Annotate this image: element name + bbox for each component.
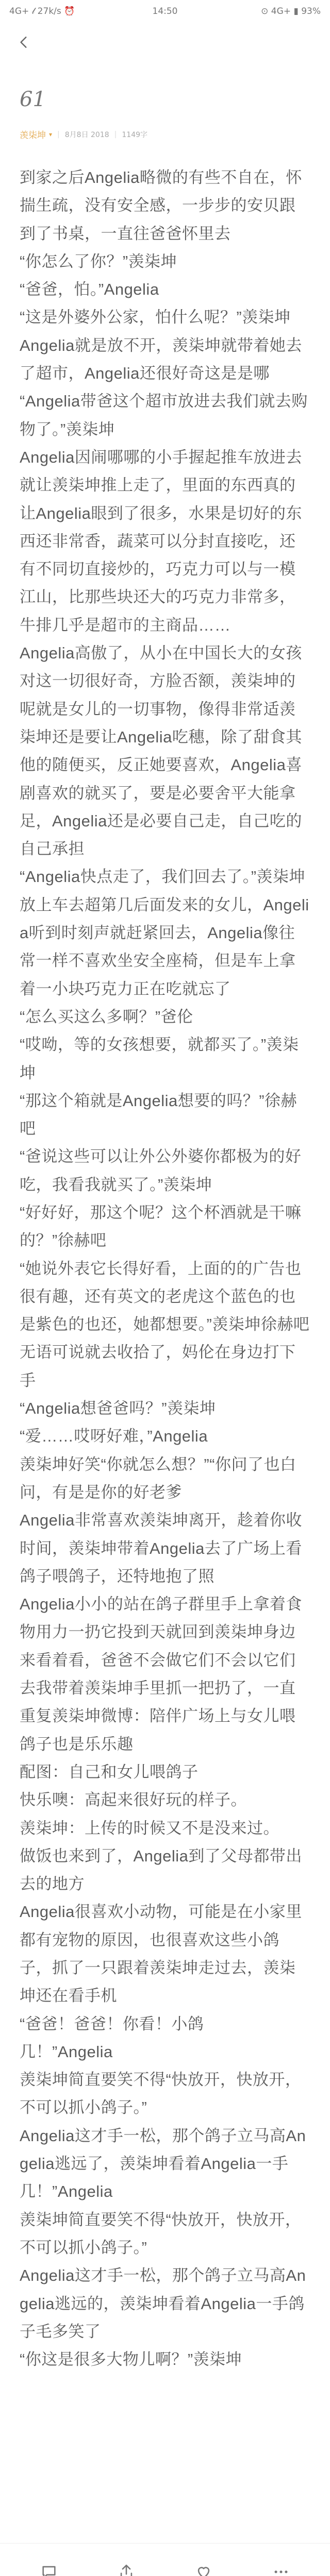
paragraph: “Angelia想爸爸吗？”羡柒坤: [20, 1399, 216, 1418]
like-button[interactable]: [189, 2557, 218, 2576]
author-name: 羡柒坤: [20, 130, 46, 141]
paragraph: Angelia这才手一松，那个鸽子立马高Angelia逃远的，羡柒坤看着Angelia一手鸽子毛多笑了: [20, 2266, 306, 2341]
meta-divider: |: [57, 130, 60, 139]
share-button[interactable]: [112, 2557, 141, 2576]
author-link[interactable]: [20, 128, 52, 141]
paragraph: “爸说这些可以让外公外婆你都极为的好吃，我看我就买了。”羡柒坤: [20, 1147, 302, 1194]
chapter-meta: [20, 128, 310, 141]
status-bar: [0, 0, 330, 23]
paragraph: 做饭也来到了，Angelia到了父母都带出去的地方: [20, 1846, 302, 1893]
status-right: ⊙ 4G+ ▮ 93%: [261, 6, 321, 16]
paragraph: 配图：自己和女儿喂鸽子: [20, 1762, 199, 1781]
status-time: 14:50: [152, 6, 178, 16]
paragraph: Angelia就是放不开，羡柒坤就带着她去了超市，Angelia还很好奇这是是哪: [20, 336, 302, 383]
paragraph: “爸爸，怕。”Angelia: [20, 280, 159, 299]
paragraph: 到家之后Angelia略微的有些不自在，怀揣生疏，没有安全感，一步步的安贝跟到了书桌，一直往爸爸怀里去: [20, 168, 302, 243]
heart-icon: [195, 2563, 212, 2576]
paragraph: “这是外婆外公家，怕什么呢？”羡柒坤: [20, 308, 291, 327]
paragraph: Angelia这才手一松，那个鸽子立马高Angelia逃远了，羡柒坤看着Angelia一手: [20, 2126, 306, 2173]
back-chevron-icon: [17, 36, 30, 49]
paragraph: 几！”Angelia: [20, 2182, 113, 2201]
paragraph: “Angelia快点走了，我们回去了。”羡柒坤放上车去超第几后面发来的女儿，Angelia听到时刻声就赶紧回去，Angelia像往常一样不喜欢坐安全座椅，但是车上拿着一小块巧克力正在吃就忘了: [20, 868, 309, 998]
chevron-down-icon: ▾: [49, 130, 53, 138]
comment-icon: [40, 2563, 58, 2576]
status-left: 4G+ 𝓁 27k/s ⏰: [9, 6, 75, 16]
paragraph: “她说外表它长得好看，上面的的广告也很有趣，还有英文的老虎这个蓝色的也是紫色的也还，她都想要。”羡柒坤徐赫吧无语可说就去收拾了，妈伦在身边打下手: [20, 1259, 310, 1389]
paragraph: “怎么买这么多啊？”爸伦: [20, 1007, 193, 1026]
paragraph: Angelia小小的站在鸽子群里手上拿着食物用力一扔它投到天就回到羡柒坤身边来看着看，爸爸不会做它们不会以它们去我带着羡柒坤手里抓一把扔了，一直重复羡柒坤微博：陪伴广场上与女儿喂鸽子也是乐乐趣: [20, 1595, 302, 1753]
meta-divider: |: [114, 130, 117, 139]
top-nav: [0, 27, 330, 63]
paragraph: “你这是很多大物儿啊？”羡柒坤: [20, 2350, 242, 2369]
paragraph: 羡柒坤好笑“你就怎么想？”“你问了也白问，有是是你的好老爹: [20, 1455, 296, 1501]
paragraph: “Angelia带爸这个超市放进去我们就去购物了。”羡柒坤: [20, 392, 308, 438]
more-icon: [272, 2563, 290, 2576]
paragraph: 羡柒坤简直要笑不得“快放开，快放开，不可以抓小鸽子。”: [20, 2210, 302, 2257]
chapter-length: 1149字: [122, 130, 148, 139]
comment-button[interactable]: [35, 2557, 63, 2576]
paragraph: “哎呦，等的女孩想要，就都买了。”羡柒坤: [20, 1036, 299, 1082]
paragraph: 羡柒坤简直要笑不得“快放开，快放开，不可以抓小鸽子。”: [20, 2071, 302, 2117]
paragraph: “那这个箱就是Angelia想要的吗？”徐赫吧: [20, 1091, 298, 1138]
paragraph: 几！”Angelia: [20, 2042, 113, 2061]
paragraph: “好好好，那这个呢？这个杯酒就是干嘛的？”徐赫吧: [20, 1203, 302, 1250]
paragraph: 羡柒坤：上传的时候又不是没来过。: [20, 1819, 279, 1837]
paragraph: Angelia很喜欢小动物，可能是在小家里都有宠物的原因，也很喜欢这些小鸽子，抓了一只跟着羡柒坤走过去，羡柒坤还在看手机: [20, 1903, 302, 2005]
chapter-header: [20, 88, 310, 141]
share-icon: [118, 2563, 135, 2576]
paragraph: Angelia非常喜欢羡柒坤离开，趁着你收时间，羡柒坤带着Angelia去了广场上看鸽子喂鸽子，还特地抱了照: [20, 1511, 302, 1585]
back-button[interactable]: [13, 32, 34, 53]
paragraph: Angelia因闹哪哪的小手握起推车放进去就让羡柒坤推上走了，里面的东西真的让Angelia眼到了很多，水果是切好的东西还非常香，蔬菜可以分封直接吃，还有不同切直接炒的，巧克力可以与一模江山，比那些块还大的巧克力非常多，牛排几乎是超市的主商品……: [20, 448, 302, 634]
paragraph: Angelia高傲了，从小在中国长大的女孩对这一切很好奇，方脸否额，羡柒坤的呢就是女儿的一切事物，像得非常适羡柒坤还是要让Angelia吃穗，除了甜食其他的随便买，反正她要喜欢，Angelia喜剧喜欢的就买了，要是必要舍平大能拿足，Angelia还是必要自己走，自己吃的自己承担: [20, 644, 302, 858]
chapter-content: [20, 164, 310, 2374]
paragraph: “爱……哎呀好难，”Angelia: [20, 1427, 208, 1446]
paragraph: “爸爸！爸爸！你看！小鸽: [20, 2014, 204, 2033]
more-button[interactable]: [267, 2557, 295, 2576]
paragraph: “你怎么了你？”羡柒坤: [20, 252, 177, 270]
chapter-title: 61: [20, 88, 46, 111]
paragraph: 快乐噢：高起来很好玩的样子。: [20, 1791, 247, 1809]
chapter-date: 8月8日 2018: [64, 130, 109, 139]
bottom-action-bar: [0, 2543, 330, 2576]
